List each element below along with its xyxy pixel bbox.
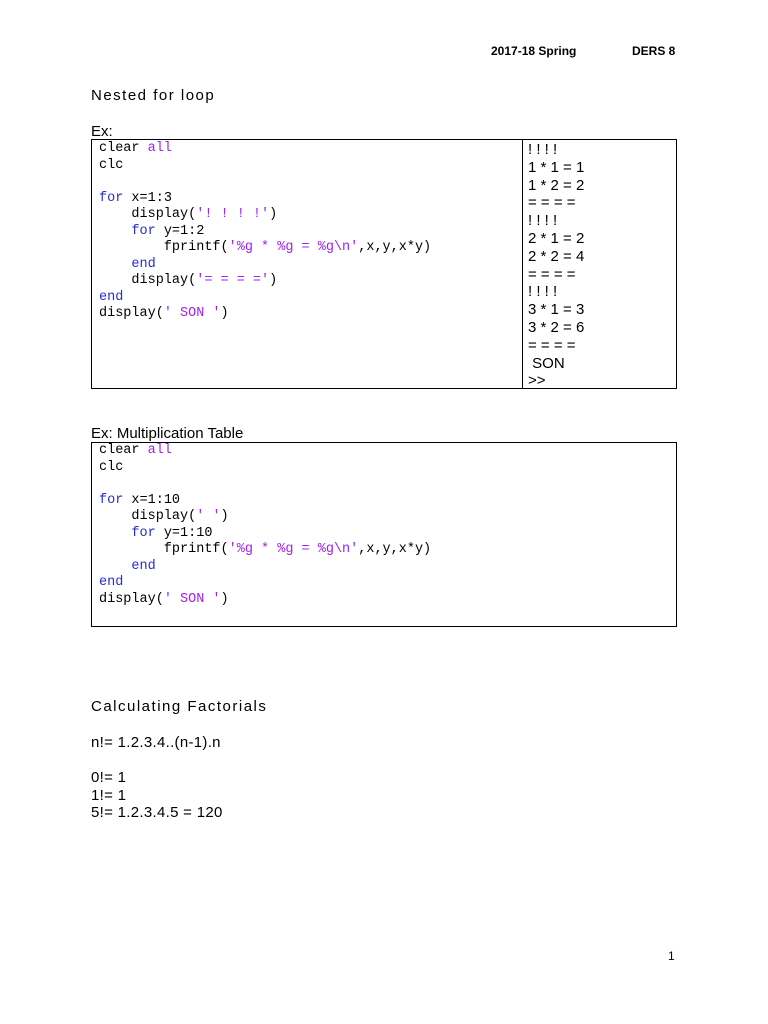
code-token	[99, 559, 131, 574]
code-token: )	[220, 591, 229, 607]
header-term: 2017-18 Spring	[491, 44, 577, 58]
code-string: ' SON '	[163, 306, 221, 321]
code-line	[99, 224, 431, 241]
code-token: fprintf(	[99, 542, 229, 557]
example-label-2: Ex: Multiplication Table	[91, 425, 244, 442]
output-line: 1 * 2 = 2	[528, 176, 585, 194]
code-token: ,x,y,x*y)	[358, 240, 432, 255]
code-token: y=1:10	[155, 525, 213, 541]
code-line	[99, 174, 431, 191]
code-token: x=1:3	[123, 190, 172, 206]
output-line: = = = =	[528, 336, 576, 354]
output-line: 3 * 1 = 3	[528, 301, 585, 319]
code-line	[99, 476, 431, 493]
code-token: ,x,y,x*y)	[358, 542, 432, 557]
code-string: ' SON '	[163, 591, 221, 607]
output-block-nested-loop	[528, 141, 584, 390]
output-line: ! ! ! !	[528, 283, 558, 301]
column-divider	[522, 140, 523, 388]
code-line	[99, 290, 431, 307]
output-line: 2 * 2 = 4	[528, 247, 585, 265]
code-block-multiplication-table	[99, 443, 431, 608]
code-line	[99, 191, 431, 208]
code-keyword: for	[99, 492, 124, 508]
output-line: 1 * 1 = 1	[528, 158, 585, 176]
code-keyword: end	[131, 256, 156, 272]
factorial-example: 0!= 1	[91, 769, 127, 786]
code-token: clear	[99, 141, 148, 156]
output-line: = = = =	[528, 194, 576, 212]
example1-box	[91, 139, 677, 389]
code-token: clear	[99, 443, 148, 458]
code-line	[99, 460, 431, 477]
code-token: fprintf(	[99, 240, 229, 255]
code-token: )	[220, 306, 229, 321]
factorial-definition: n!= 1.2.3.4..(n-1).n	[91, 734, 221, 751]
example2-box	[91, 442, 677, 627]
code-string: '%g * %g = %g\n'	[228, 240, 359, 255]
code-line	[99, 526, 431, 543]
code-token: clc	[99, 459, 124, 475]
code-token: )	[269, 207, 278, 222]
output-line: 3 * 2 = 6	[528, 318, 585, 336]
code-token: display(	[99, 509, 197, 524]
code-line	[99, 306, 431, 323]
factorial-example: 5!= 1.2.3.4.5 = 120	[91, 804, 223, 821]
header-lesson: DERS 8	[632, 44, 676, 58]
output-line: SON	[528, 354, 565, 372]
code-token: display(	[99, 273, 197, 288]
section-title-nested-for-loop: Nested for loop	[91, 87, 216, 104]
code-block-nested-loop	[99, 141, 431, 323]
code-keyword: for	[131, 223, 156, 239]
code-token: y=1:2	[155, 223, 205, 239]
code-keyword: end	[131, 558, 156, 574]
code-token	[99, 257, 131, 272]
code-line	[99, 141, 431, 158]
output-line: ! ! ! !	[528, 141, 558, 158]
output-line: ! ! ! !	[528, 212, 558, 230]
code-token: display(	[99, 591, 164, 607]
page-number: 1	[668, 949, 675, 963]
code-token: display(	[99, 207, 197, 222]
code-string: ' '	[196, 509, 221, 524]
code-keyword: end	[99, 289, 124, 305]
code-token	[99, 224, 131, 239]
code-keyword: for	[99, 190, 124, 206]
code-token: display(	[99, 306, 164, 321]
code-string: '= = = ='	[196, 273, 270, 288]
code-token	[99, 526, 131, 541]
code-line	[99, 575, 431, 592]
code-token: x=1:10	[123, 492, 181, 508]
code-line	[99, 240, 431, 257]
code-line	[99, 273, 431, 290]
code-line	[99, 257, 431, 274]
code-line	[99, 443, 431, 460]
code-line	[99, 559, 431, 576]
code-line	[99, 158, 431, 175]
code-line	[99, 542, 431, 559]
code-line	[99, 592, 431, 609]
output-line: >>	[528, 372, 546, 390]
code-keyword: end	[99, 575, 124, 590]
factorial-example: 1!= 1	[91, 787, 127, 804]
section-title-factorials: Calculating Factorials	[91, 698, 268, 715]
code-string: '! ! ! !'	[196, 207, 270, 222]
output-line: = = = =	[528, 265, 576, 283]
code-token: clc	[99, 157, 124, 173]
code-line	[99, 493, 431, 510]
code-string: '%g * %g = %g\n'	[228, 542, 359, 557]
code-line	[99, 509, 431, 526]
code-token: )	[269, 273, 278, 288]
code-keyword: for	[131, 525, 156, 541]
code-string: all	[147, 141, 172, 156]
code-string: all	[147, 443, 172, 458]
example-label-1: Ex:	[91, 123, 113, 140]
output-line: 2 * 1 = 2	[528, 229, 585, 247]
code-token: )	[220, 509, 229, 524]
code-line	[99, 207, 431, 224]
